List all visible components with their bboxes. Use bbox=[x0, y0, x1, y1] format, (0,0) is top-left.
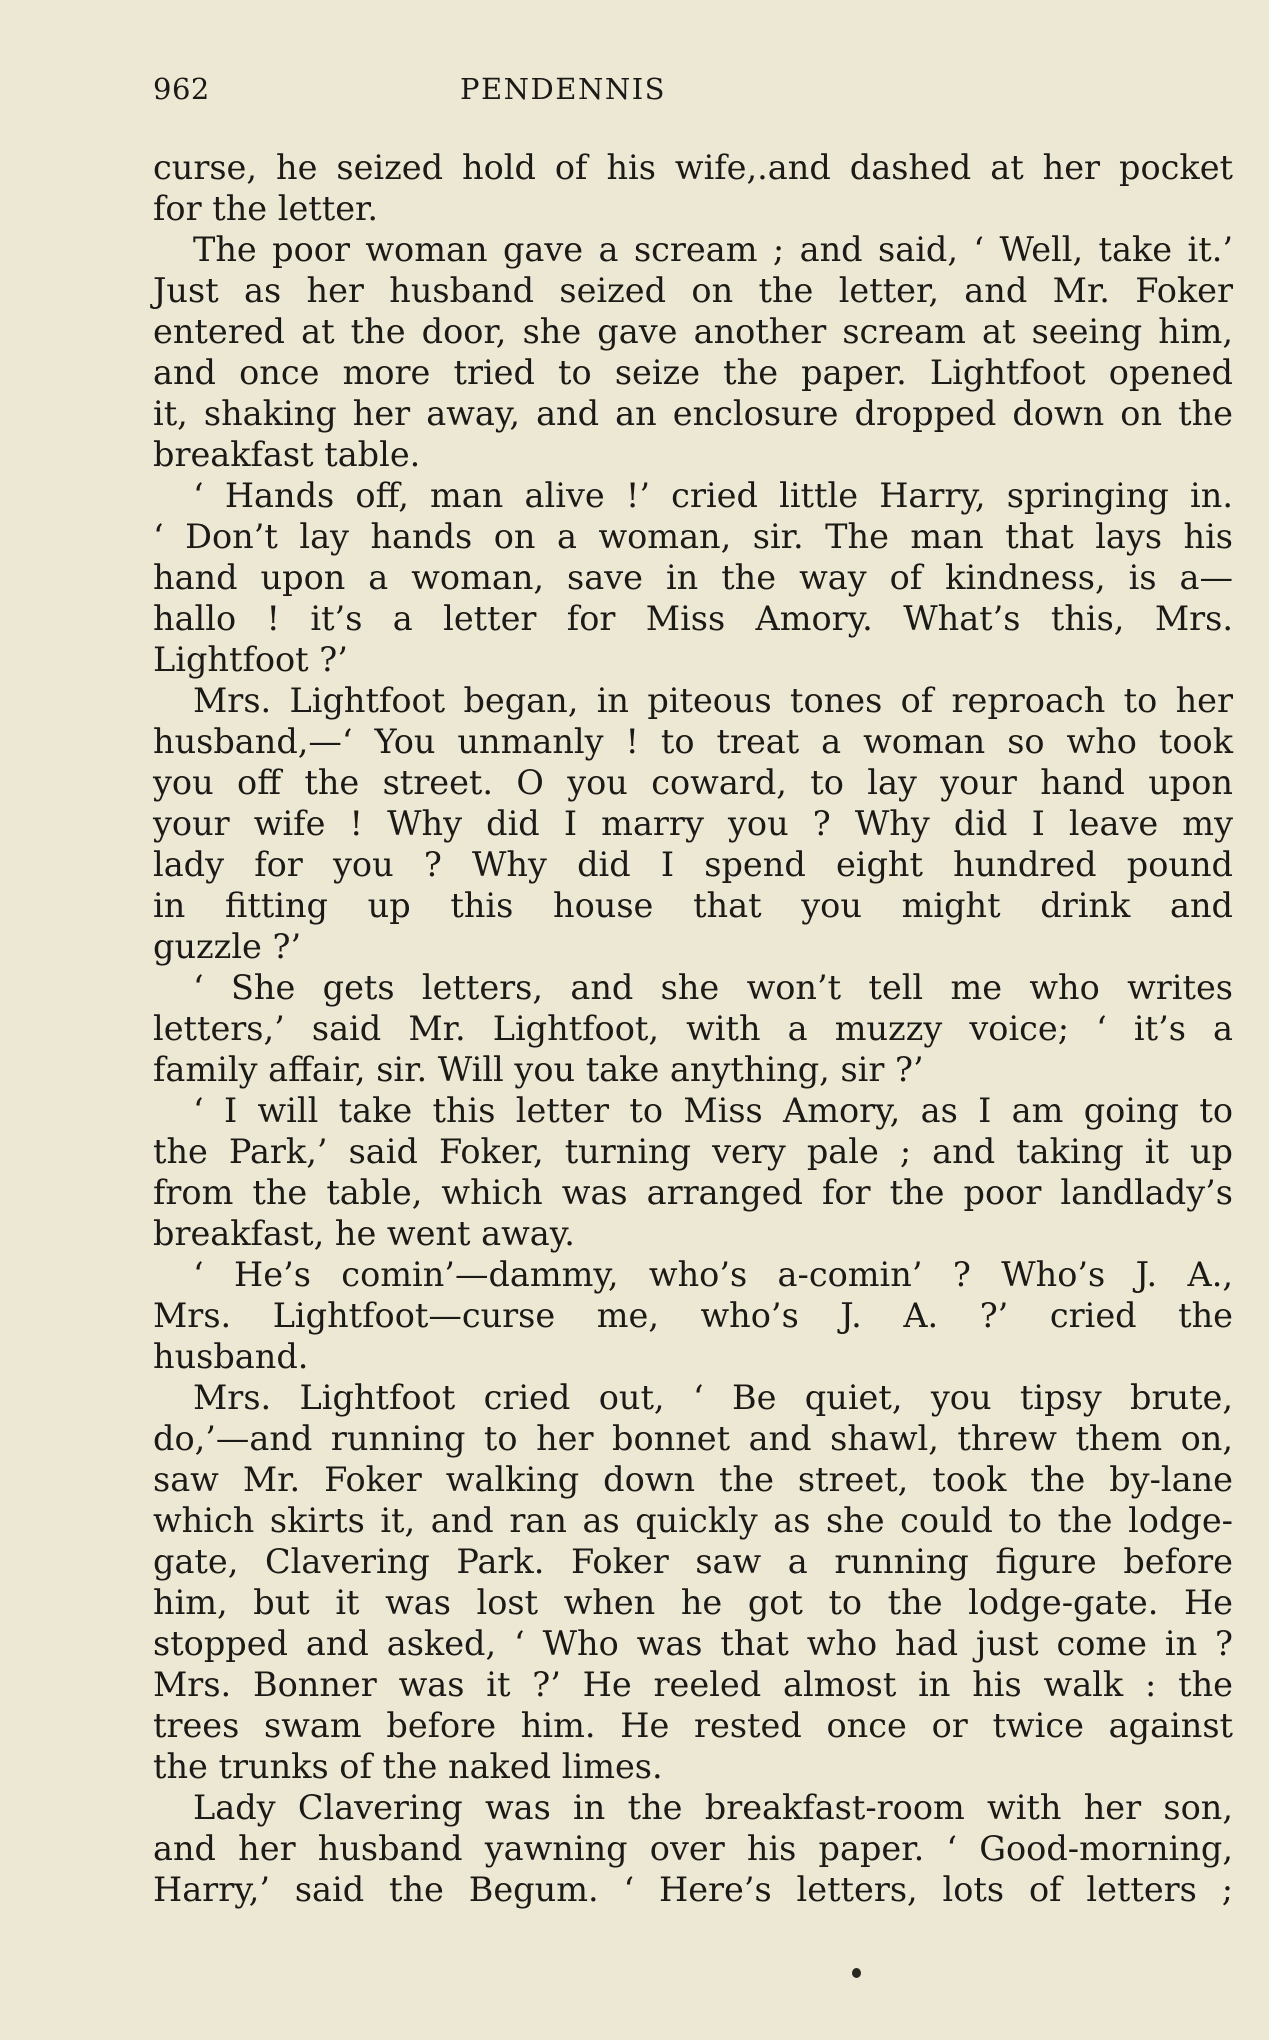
text-line: family affair, sir. Will you take anything, sir ?’ bbox=[153, 1050, 924, 1089]
page-header bbox=[153, 72, 1233, 116]
text-line: Just as her husband seized on the letter, and Mr. Foker bbox=[153, 271, 1233, 310]
text-line: ‘ Don’t lay hands on a woman, sir. The man that lays his bbox=[153, 517, 1233, 556]
text-line: saw Mr. Foker walking down the street, took the by-lane bbox=[153, 1460, 1233, 1499]
text-line: Mrs. Lightfoot cried out, ‘ Be quiet, you tipsy brute, bbox=[193, 1378, 1233, 1417]
text-line: ‘ She gets letters, and she won’t tell me who writes bbox=[193, 968, 1233, 1007]
text-line: ‘ I will take this letter to Miss Amory, as I am going to bbox=[193, 1091, 1233, 1130]
text-line: breakfast, he went away. bbox=[153, 1214, 575, 1253]
body-text bbox=[153, 147, 1233, 1910]
text-line: ‘ He’s comin’—dammy, who’s a-comin’ ? Who’s J. A., bbox=[193, 1255, 1233, 1294]
text-line: and once more tried to seize the paper. Lightfoot opened bbox=[153, 353, 1233, 392]
text-line: lady for you ? Why did I spend eight hundred pound bbox=[153, 845, 1233, 884]
text-line: Mrs. Lightfoot—curse me, who’s J. A. ?’ cried the bbox=[153, 1296, 1233, 1335]
text-line: entered at the door, she gave another scream at seeing him, bbox=[153, 312, 1233, 351]
ink-speck bbox=[852, 1968, 861, 1978]
text-line: letters,’ said Mr. Lightfoot, with a muzzy voice; ‘ it’s a bbox=[153, 1009, 1233, 1048]
text-line: and her husband yawning over his paper. ‘ Good-morning, bbox=[153, 1829, 1233, 1868]
text-line: husband,—‘ You unmanly ! to treat a woman so who took bbox=[153, 722, 1233, 761]
text-line: gate, Clavering Park. Foker saw a running figure before bbox=[153, 1542, 1233, 1581]
text-line: ‘ Hands off, man alive !’ cried little Harry, springing in. bbox=[193, 476, 1233, 515]
text-line: curse, he seized hold of his wife,.and dashed at her pocket bbox=[153, 148, 1233, 187]
text-line: him, but it was lost when he got to the lodge-gate. He bbox=[153, 1583, 1233, 1622]
text-line: from the table, which was arranged for the poor landlady’s bbox=[153, 1173, 1233, 1212]
text-line: Lightfoot ?’ bbox=[153, 640, 348, 679]
text-line: Harry,’ said the Begum. ‘ Here’s letters, lots of letters ; bbox=[153, 1870, 1233, 1909]
text-line: your wife ! Why did I marry you ? Why did I leave my bbox=[153, 804, 1233, 843]
text-line: hand upon a woman, save in the way of kindness, is a— bbox=[153, 558, 1233, 597]
text-line: hallo ! it’s a letter for Miss Amory. What’s this, Mrs. bbox=[153, 599, 1233, 638]
text-line: you off the street. O you coward, to lay your hand upon bbox=[153, 763, 1233, 802]
page-number: 962 bbox=[153, 72, 210, 106]
text-line: stopped and asked, ‘ Who was that who had just come in ? bbox=[153, 1624, 1233, 1663]
text-line: the Park,’ said Foker, turning very pale ; and taking it up bbox=[153, 1132, 1233, 1171]
text-line: Lady Clavering was in the breakfast-room with her son, bbox=[193, 1788, 1233, 1827]
text-line: which skirts it, and ran as quickly as she could to the lodge- bbox=[153, 1501, 1233, 1540]
text-line: do,’—and running to her bonnet and shawl, threw them on, bbox=[153, 1419, 1233, 1458]
text-line: for the letter. bbox=[153, 189, 379, 228]
text-line: Mrs. Lightfoot began, in piteous tones of reproach to her bbox=[193, 681, 1233, 720]
text-line: it, shaking her away, and an enclosure dropped down on the bbox=[153, 394, 1233, 433]
running-title: PENDENNIS bbox=[459, 72, 667, 106]
text-line: guzzle ?’ bbox=[153, 927, 302, 966]
text-line: in fitting up this house that you might drink and bbox=[153, 886, 1233, 925]
text-line: Mrs. Bonner was it ?’ He reeled almost in his walk : the bbox=[153, 1665, 1233, 1704]
text-line: The poor woman gave a scream ; and said, ‘ Well, take it.’ bbox=[193, 230, 1233, 269]
text-line: trees swam before him. He rested once or twice against bbox=[153, 1706, 1233, 1745]
text-line: husband. bbox=[153, 1337, 309, 1376]
text-line: the trunks of the naked limes. bbox=[153, 1747, 663, 1786]
text-line: breakfast table. bbox=[153, 435, 421, 474]
